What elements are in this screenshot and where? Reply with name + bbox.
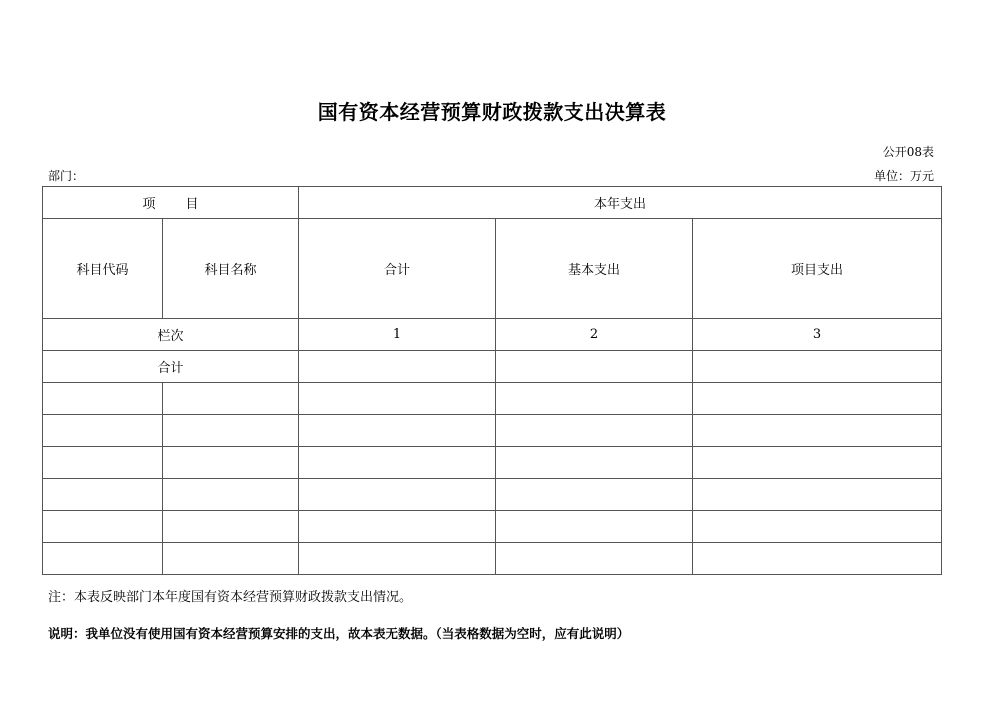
subject-code-cell [43,511,163,543]
total-row-basic [496,351,693,383]
total-row-sum [299,351,496,383]
basic-expense-cell [496,479,693,511]
column-index-row [43,319,942,351]
total-cell [299,415,496,447]
basic-expense-cell [496,447,693,479]
subject-code-cell [43,383,163,415]
expenditure-table [42,186,942,575]
total-header: 合计 [299,219,496,319]
project-expense-cell [693,543,942,575]
table-row [43,447,942,479]
item-header-right: 目 [185,197,199,212]
unit-label: 单位：万元 [873,169,934,183]
form-code: 公开08表 [882,145,934,159]
project-expense-cell [693,415,942,447]
table-row [43,543,942,575]
column-index-label: 栏次 [43,319,299,351]
total-row-project [693,351,942,383]
header-row-1 [43,187,942,219]
table-row [43,415,942,447]
basic-expense-header: 基本支出 [496,219,693,319]
subject-name-cell [163,479,299,511]
subject-code-cell [43,415,163,447]
subject-name-cell [163,447,299,479]
subject-code-cell [43,447,163,479]
total-row-label: 合计 [43,351,299,383]
current-year-header: 本年支出 [299,187,942,219]
project-expense-cell [693,383,942,415]
basic-expense-cell [496,383,693,415]
item-header-left: 项 [142,197,156,212]
project-expense-cell [693,511,942,543]
project-expense-cell [693,447,942,479]
total-cell [299,447,496,479]
project-expense-cell [693,479,942,511]
total-cell [299,479,496,511]
department-label: 部门： [48,169,85,183]
column-index-3: 3 [693,319,942,351]
table-row [43,383,942,415]
header-row-2 [43,219,942,319]
total-cell [299,511,496,543]
explanation-text: 说明：我单位没有使用国有资本经营预算安排的支出，故本表无数据。（当表格数据为空时，应有此说明） [48,626,630,641]
table-note: 注：本表反映部门本年度国有资本经营预算财政拨款支出情况。 [48,590,413,605]
page-title: 国有资本经营预算财政拨款支出决算表 [317,100,667,124]
subject-code-cell [43,543,163,575]
table-row [43,511,942,543]
column-index-1: 1 [299,319,496,351]
subject-name-cell [163,511,299,543]
subject-name-cell [163,383,299,415]
item-header-cell [43,187,299,219]
basic-expense-cell [496,511,693,543]
basic-expense-cell [496,543,693,575]
column-index-2: 2 [496,319,693,351]
subject-name-header: 科目名称 [163,219,299,319]
subject-name-cell [163,415,299,447]
total-row [43,351,942,383]
subject-code-header: 科目代码 [43,219,163,319]
total-cell [299,543,496,575]
basic-expense-cell [496,415,693,447]
subject-code-cell [43,479,163,511]
total-cell [299,383,496,415]
table-row [43,479,942,511]
subject-name-cell [163,543,299,575]
project-expense-header: 项目支出 [693,219,942,319]
